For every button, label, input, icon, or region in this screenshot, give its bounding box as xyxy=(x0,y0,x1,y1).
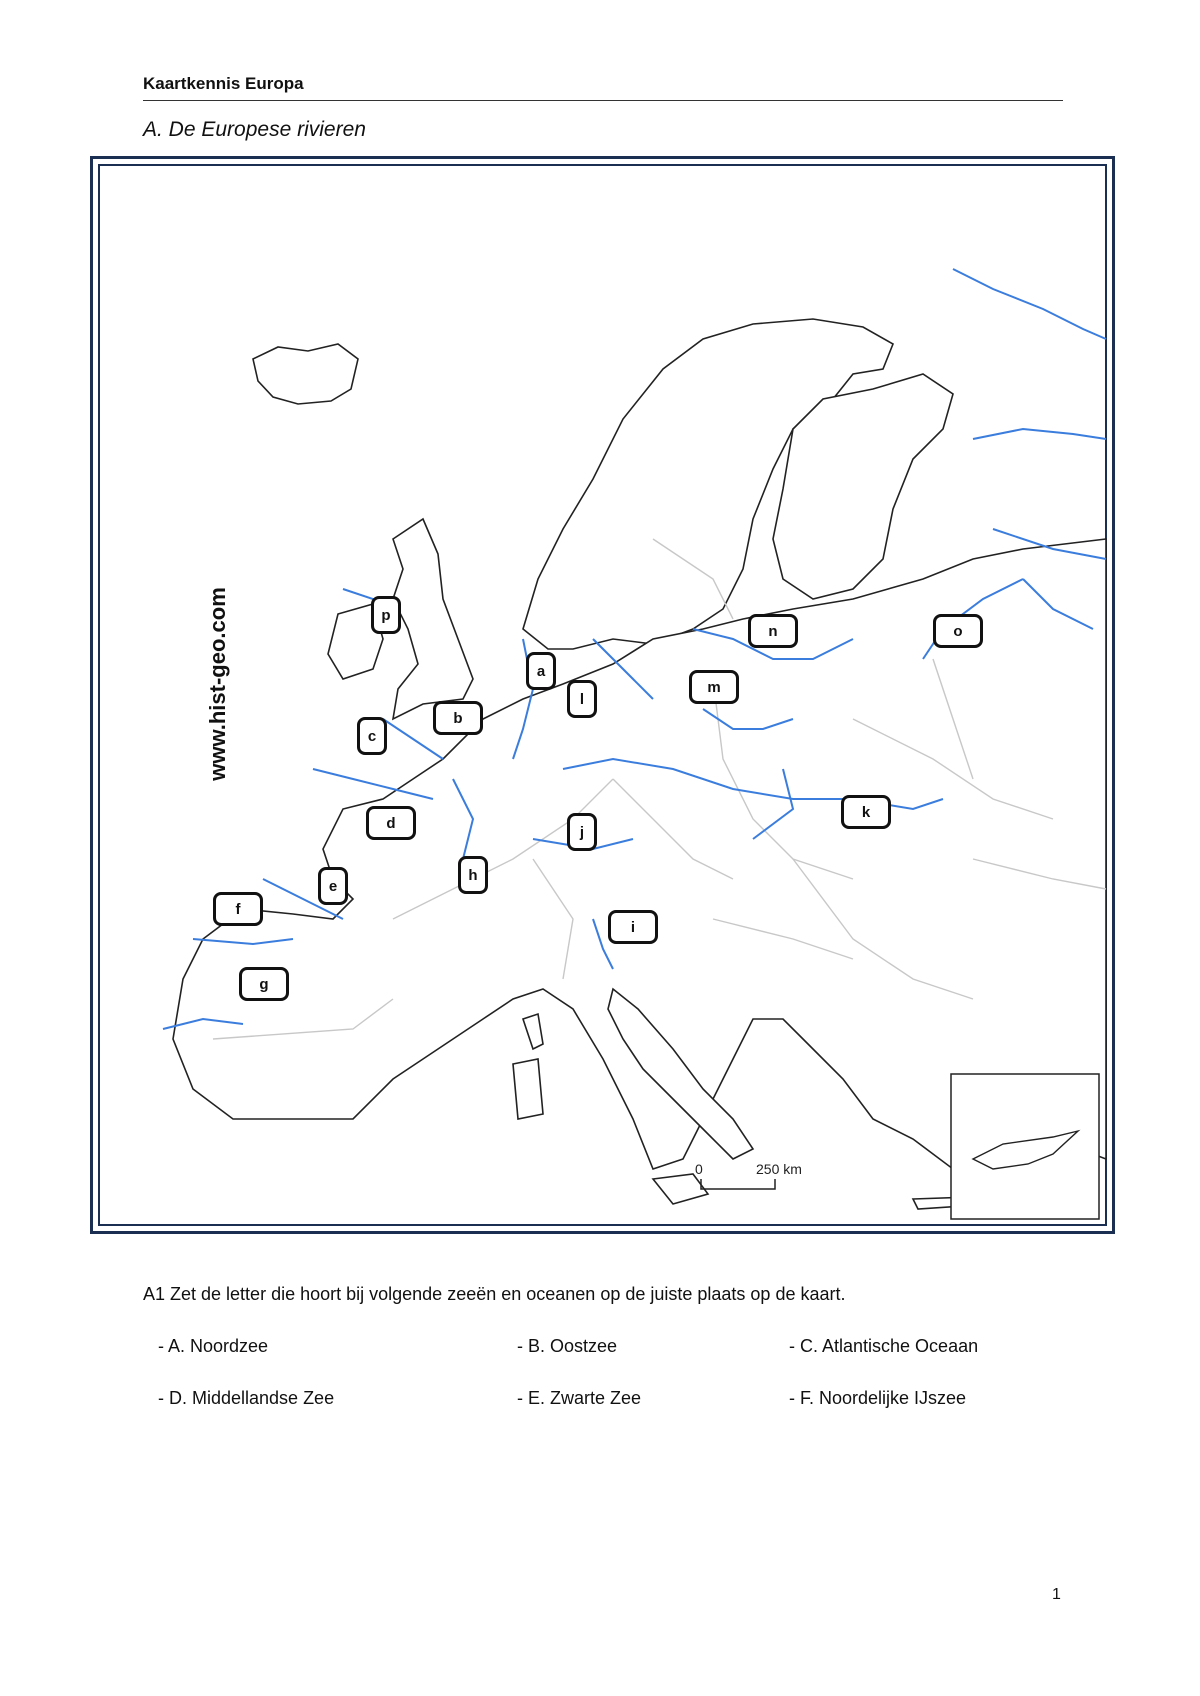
callout-d: d xyxy=(366,806,416,840)
header-divider xyxy=(143,100,1063,101)
page-number: 1 xyxy=(1052,1586,1061,1603)
callout-g: g xyxy=(239,967,289,1001)
map-watermark: www.hist-geo.com xyxy=(205,587,230,781)
callout-l: l xyxy=(567,680,597,718)
callout-e: e xyxy=(318,867,348,905)
callout-c: c xyxy=(357,717,387,755)
page-header-title: Kaartkennis Europa xyxy=(143,74,304,93)
callout-p: p xyxy=(371,596,401,634)
callout-m: m xyxy=(689,670,739,704)
callout-h: h xyxy=(458,856,488,894)
europe-map xyxy=(90,156,1115,1234)
callout-n: n xyxy=(748,614,798,648)
callout-o: o xyxy=(933,614,983,648)
section-title: A. De Europese rivieren xyxy=(143,118,366,141)
answer-item: - A. Noordzee xyxy=(158,1336,269,1356)
callout-k: k xyxy=(841,795,891,829)
callout-f: f xyxy=(213,892,263,926)
exercise-question: A1 Zet de letter die hoort bij volgende zeeën en oceanen op de juiste plaats op de kaart. xyxy=(143,1284,846,1304)
callout-j: j xyxy=(567,813,597,851)
callout-b: b xyxy=(433,701,483,735)
scale-start-label: 0 xyxy=(695,1161,703,1177)
callout-a: a xyxy=(526,652,556,690)
answer-item: - B. Oostzee xyxy=(517,1336,618,1356)
answer-item: - C. Atlantische Oceaan xyxy=(789,1336,979,1356)
answer-item: - E. Zwarte Zee xyxy=(517,1388,642,1408)
answer-item: - F. Noordelijke IJszee xyxy=(789,1388,967,1408)
callout-i: i xyxy=(608,910,658,944)
scale-end-label: 250 km xyxy=(756,1161,802,1177)
answer-item: - D. Middellandse Zee xyxy=(158,1388,335,1408)
map-drawing xyxy=(93,159,1112,1231)
sardinia-outline xyxy=(513,1059,543,1119)
